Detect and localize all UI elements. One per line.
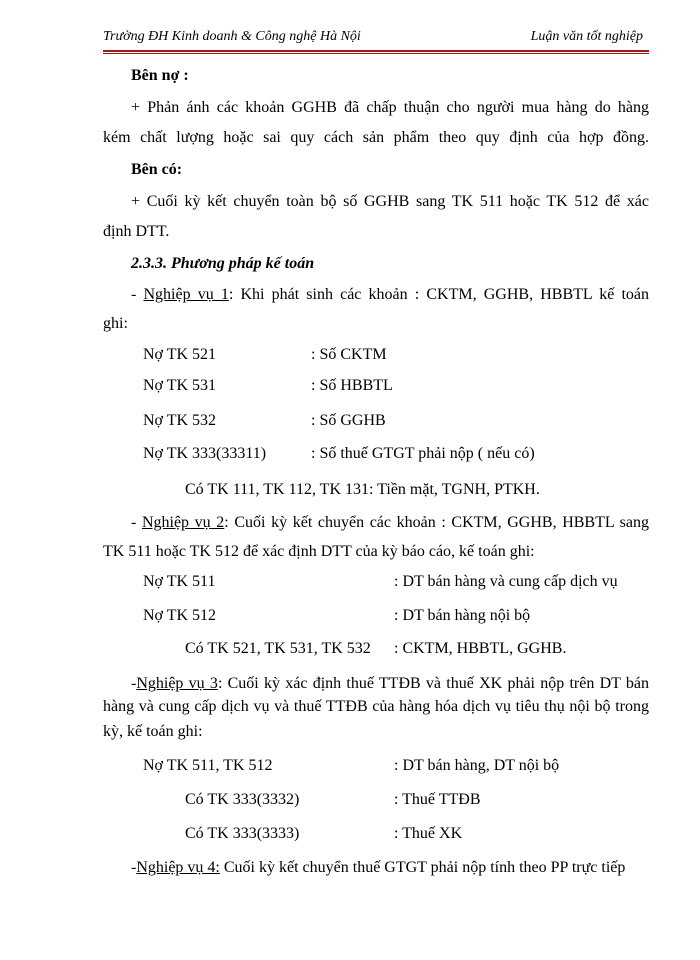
header-school: Trường ĐH Kinh doanh & Công nghệ Hà Nội (103, 29, 361, 44)
ben-no-line1: + Phản ánh các khoản GGHB đã chấp thuận cho người mua hàng do hàng (131, 99, 649, 116)
nv2-entry-desc: : DT bán hàng nội bộ (394, 607, 531, 624)
nv3-label: Nghiệp vụ 3 (136, 675, 218, 692)
nv3-line3: kỳ, kế toán ghi: (103, 723, 203, 740)
nv2-line2: TK 511 hoặc TK 512 để xác định DTT của kỳ báo cáo, kế toán ghi: (103, 543, 535, 560)
nv3-entry-account: Nợ TK 511, TK 512 (143, 757, 273, 774)
nv3-line2: hàng và cung cấp dịch vụ và thuế TTĐB của hàng hóa dịch vụ tiêu thụ nội bộ trong (103, 698, 649, 715)
nv4-line1 (131, 858, 625, 878)
nv1-entry-desc: : Số GGHB (311, 412, 386, 429)
nv3-entry-desc: : Thuế XK (394, 825, 463, 842)
nv1-entry-account: Nợ TK 333(33311) (143, 445, 267, 462)
nv1-entry-desc: : Số HBBTL (311, 377, 393, 394)
nv3-text: : Cuối kỳ xác định thuế TTĐB và thuế XK phải nộp trên DT bán (217, 675, 649, 692)
nv3-entry-desc: : Thuế TTĐB (394, 791, 481, 808)
ben-co-heading: Bên có: (131, 161, 183, 178)
nv2-entry-desc: : DT bán hàng và cung cấp dịch vụ (394, 573, 618, 590)
nv2-entry-account: Nợ TK 512 (143, 607, 217, 624)
nv1-text: : Khi phát sinh các khoản : CKTM, GGHB, HBBTL kế toán (228, 286, 650, 303)
nv1-line2: ghi: (103, 315, 128, 332)
nv3-line1 (131, 674, 649, 694)
nv3-dash: - (131, 675, 137, 692)
nv1-line1 (131, 285, 649, 305)
nv2-line1 (131, 513, 649, 533)
nv1-label: Nghiệp vụ 1 (143, 286, 229, 303)
nv1-entry-account: Nợ TK 531 (143, 377, 217, 394)
nv2-entry-account: Nợ TK 511 (143, 573, 216, 590)
nv1-entry-account: Nợ TK 532 (143, 412, 217, 429)
nv2-text: : Cuối kỳ kết chuyển các khoản : CKTM, GGHB, HBBTL sang (224, 514, 650, 531)
header-doc-type: Luận văn tốt nghiệp (530, 29, 643, 44)
nv1-credit: Có TK 111, TK 112, TK 131: Tiền mặt, TGNH, PTKH. (185, 481, 540, 498)
nv1-entry-desc: : Số thuế GTGT phải nộp ( nếu có) (311, 445, 535, 462)
ben-no-line2: kém chất lượng hoặc sai quy cách sản phẩm theo quy định của hợp đồng. (103, 129, 649, 146)
ben-co-line1: + Cuối kỳ kết chuyển toàn bộ số GGHB sang TK 511 hoặc TK 512 để xác (131, 193, 649, 210)
header-rule (103, 50, 649, 52)
ben-co-line2: định DTT. (103, 223, 170, 240)
nv2-entry-account: Có TK 521, TK 531, TK 532 (185, 640, 371, 657)
nv1-dash: - (131, 286, 137, 303)
nv2-label: Nghiệp vụ 2 (141, 514, 225, 531)
ben-no-heading: Bên nợ : (131, 67, 189, 84)
header-rule-thin (103, 53, 649, 54)
nv1-entry-desc: : Số CKTM (311, 346, 387, 363)
nv4-text: Cuối kỳ kết chuyển thuế GTGT phải nộp tính theo PP trực tiếp (219, 859, 626, 876)
nv1-entry-account: Nợ TK 521 (143, 346, 217, 363)
nv3-entry-desc: : DT bán hàng, DT nội bộ (394, 757, 560, 774)
nv2-dash: - (131, 514, 137, 531)
nv4-dash: - (131, 859, 137, 876)
nv2-entry-desc: : CKTM, HBBTL, GGHB. (394, 640, 567, 657)
section-title: 2.3.3. Phương pháp kế toán (131, 255, 315, 272)
nv3-entry-account: Có TK 333(3333) (185, 825, 300, 842)
nv3-entry-account: Có TK 333(3332) (185, 791, 300, 808)
nv4-label: Nghiệp vụ 4: (136, 859, 220, 876)
